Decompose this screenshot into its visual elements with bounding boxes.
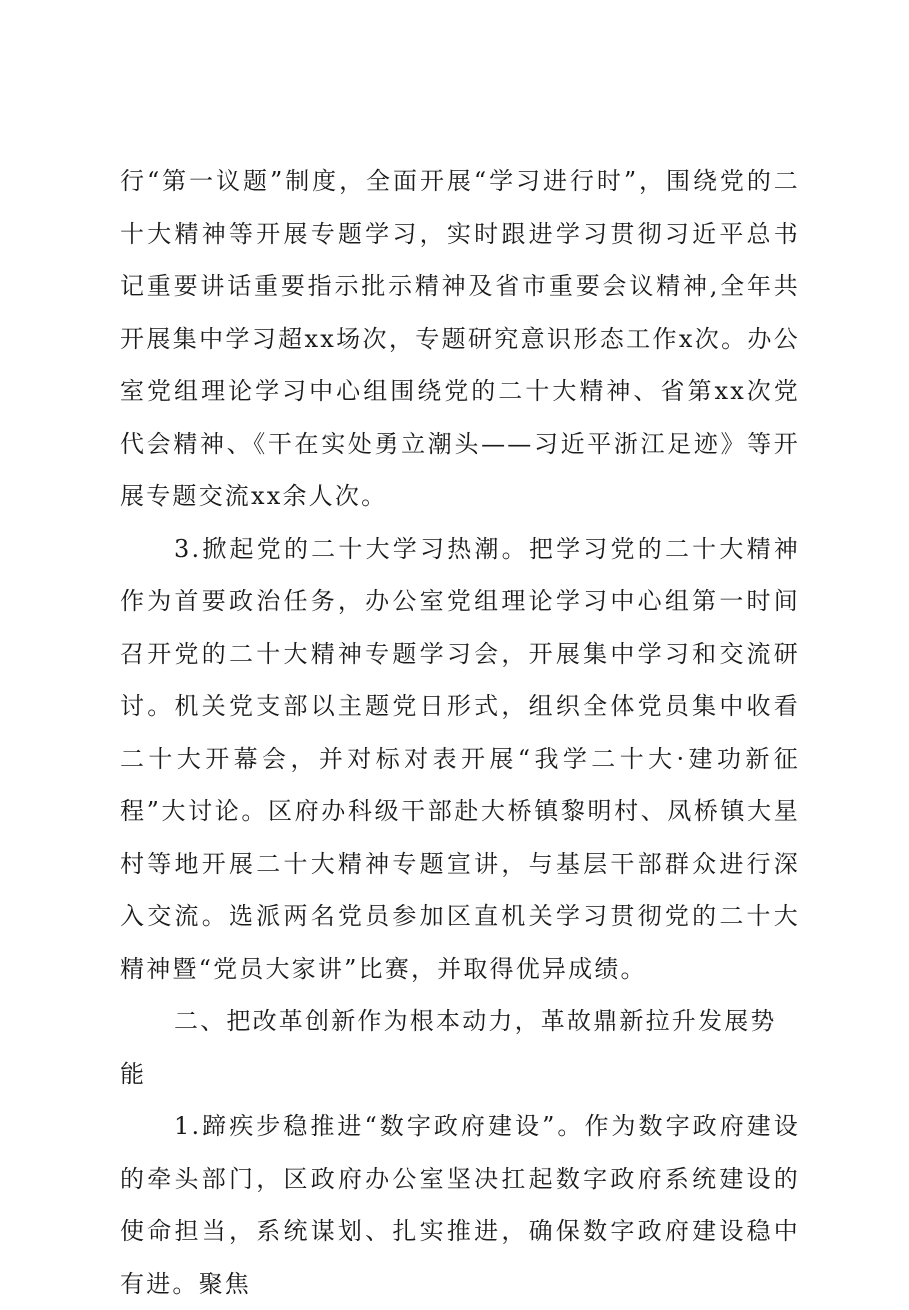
document-body bbox=[120, 155, 800, 1310]
paragraph-section-3: 3.掀起党的二十大学习热潮。把学习党的二十大精神作为首要政治任务，办公室党组理论学习中心组第一时间召开党的二十大精神专题学习会，开展集中学习和交流研讨。机关党支部以主题党日形式，组织全体党员集中收看二十大开幕会，并对标对表开展“我学二十大·建功新征程”大讨论。区府办科级干部赴大桥镇黎明村、凤桥镇大星村等地开展二十大精神专题宣讲，与基层干部群众进行深入交流。选派两名党员参加区直机关学习贯彻党的二十大精神暨“党员大家讲”比赛，并取得优异成绩。 bbox=[120, 534, 800, 983]
paragraph-section-1: 1.蹄疾步稳推进“数字政府建设”。作为数字政府建设的牵头部门，区政府办公室坚决扛起数字政府系统建设的使命担当，系统谋划、扎实推进，确保数字政府建设稳中有进。聚焦 bbox=[120, 1112, 800, 1298]
section-heading-2: 二、把改革创新作为根本动力，革故鼎新拉升发展势能 bbox=[120, 1007, 777, 1088]
paragraph-continuation: 行“第一议题”制度，全面开展“学习进行时”，围绕党的二十大精神等开展专题学习，实时跟进学习贯彻习近平总书记重要讲话重要指示批示精神及省市重要会议精神,全年共开展集中学习超xx场次，专题研究意识形态工作x次。办公室党组理论学习中心组围绕党的二十大精神、省第xx次党代会精神、《干在实处勇立潮头——习近平浙江足迹》等开展专题交流xx余人次。 bbox=[120, 167, 800, 510]
